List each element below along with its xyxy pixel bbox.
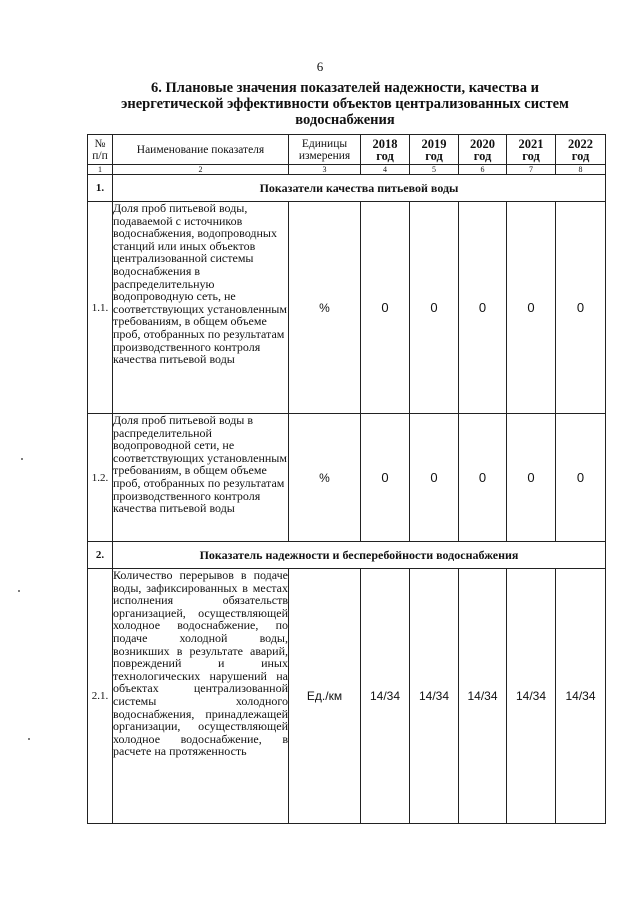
value-cell: 14/34	[556, 569, 606, 824]
header-num	[88, 135, 113, 165]
table-row	[88, 202, 606, 414]
column-number: 5	[410, 165, 459, 175]
title-line: энергетической эффективности объектов централизованных систем	[121, 96, 569, 112]
section-number: 2.	[88, 542, 113, 569]
value-cell: 0	[410, 414, 459, 542]
scan-speck	[18, 590, 20, 592]
value-cell: 0	[459, 202, 507, 414]
value-cell: 0	[507, 414, 556, 542]
value-cell: 0	[556, 414, 606, 542]
column-number: 2	[113, 165, 289, 175]
title-line: водоснабжения	[295, 112, 395, 128]
column-number: 7	[507, 165, 556, 175]
year-word: год	[522, 148, 540, 163]
value-cell: 0	[361, 202, 410, 414]
value-cell: 0	[556, 202, 606, 414]
value-cell: 14/34	[459, 569, 507, 824]
header-row	[88, 135, 606, 165]
table-row	[88, 569, 606, 824]
section-title: Показатели качества питьевой воды	[113, 175, 606, 202]
row-number: 2.1.	[88, 569, 113, 824]
section-row	[88, 542, 606, 569]
year-word: год	[473, 148, 492, 163]
header-year	[361, 135, 410, 165]
header-unit	[289, 135, 361, 165]
value-cell: 0	[410, 202, 459, 414]
row-number: 1.2.	[88, 414, 113, 542]
indicator-name: Количество перерывов в подаче воды, зафиксированных в местах исполнения обязательств организацией, осуществляющей холодное водоснабжение, по подаче холодной воды, возникших в результате аварий, повреждений и иных технологических нарушений на объектах централизованной системы холодного водоснабжения, принадлежащей организации, осуществляющей холодное водоснабжение, в расчете на протяженность	[113, 569, 289, 824]
year-value: 2018	[372, 136, 398, 151]
scan-speck	[28, 738, 30, 740]
value-cell: 0	[361, 414, 410, 542]
year-word: год	[425, 148, 443, 163]
title-line: 6. Плановые значения показателей надежности, качества и	[151, 80, 539, 96]
header-num-line: №	[94, 137, 106, 150]
header-year	[556, 135, 606, 165]
column-number: 1	[88, 165, 113, 175]
value-cell: 14/34	[410, 569, 459, 824]
column-number-row	[88, 165, 606, 175]
header-unit-line: измерения	[298, 149, 351, 162]
indicators-table	[87, 134, 606, 824]
table-row	[88, 414, 606, 542]
header-name: Наименование показателя	[113, 135, 289, 165]
section-title: Показатель надежности и бесперебойности водоснабжения	[113, 542, 606, 569]
header-year	[507, 135, 556, 165]
column-number: 8	[556, 165, 606, 175]
column-number: 4	[361, 165, 410, 175]
column-number: 6	[459, 165, 507, 175]
header-year	[410, 135, 459, 165]
value-cell: 14/34	[361, 569, 410, 824]
year-word: год	[571, 148, 590, 163]
unit-cell: %	[289, 202, 361, 414]
header-unit-line: Единицы	[301, 137, 348, 150]
section-row	[88, 175, 606, 202]
year-value: 2022	[568, 136, 593, 151]
year-value: 2021	[518, 136, 544, 151]
column-number: 3	[289, 165, 361, 175]
value-cell: 14/34	[507, 569, 556, 824]
year-value: 2019	[421, 136, 447, 151]
page-number: 6	[316, 59, 324, 74]
value-cell: 0	[459, 414, 507, 542]
row-number: 1.1.	[88, 202, 113, 414]
header-year	[459, 135, 507, 165]
indicator-name: Доля проб питьевой воды в распределительной водопроводной сети, не соответствующих установленным требованиям, в общем объеме проб, отобранных по результатам производственного контроля качества питьевой воды	[113, 414, 289, 542]
unit-cell: Ед./км	[289, 569, 361, 824]
scan-speck	[21, 458, 23, 460]
unit-cell: %	[289, 414, 361, 542]
year-word: год	[376, 148, 394, 163]
value-cell: 0	[507, 202, 556, 414]
header-num-line: п/п	[92, 149, 108, 162]
indicator-name: Доля проб питьевой воды, подаваемой с источников водоснабжения, водопроводных станций или иных объектов централизованной системы водоснабжения в распределительную водопроводную сеть, не соответствующих установленным требованиям, в общем объеме проб, отобранных по результатам производственного контроля качества питьевой воды	[113, 202, 289, 414]
year-value: 2020	[470, 136, 495, 151]
section-number: 1.	[88, 175, 113, 202]
document-title	[95, 80, 595, 128]
